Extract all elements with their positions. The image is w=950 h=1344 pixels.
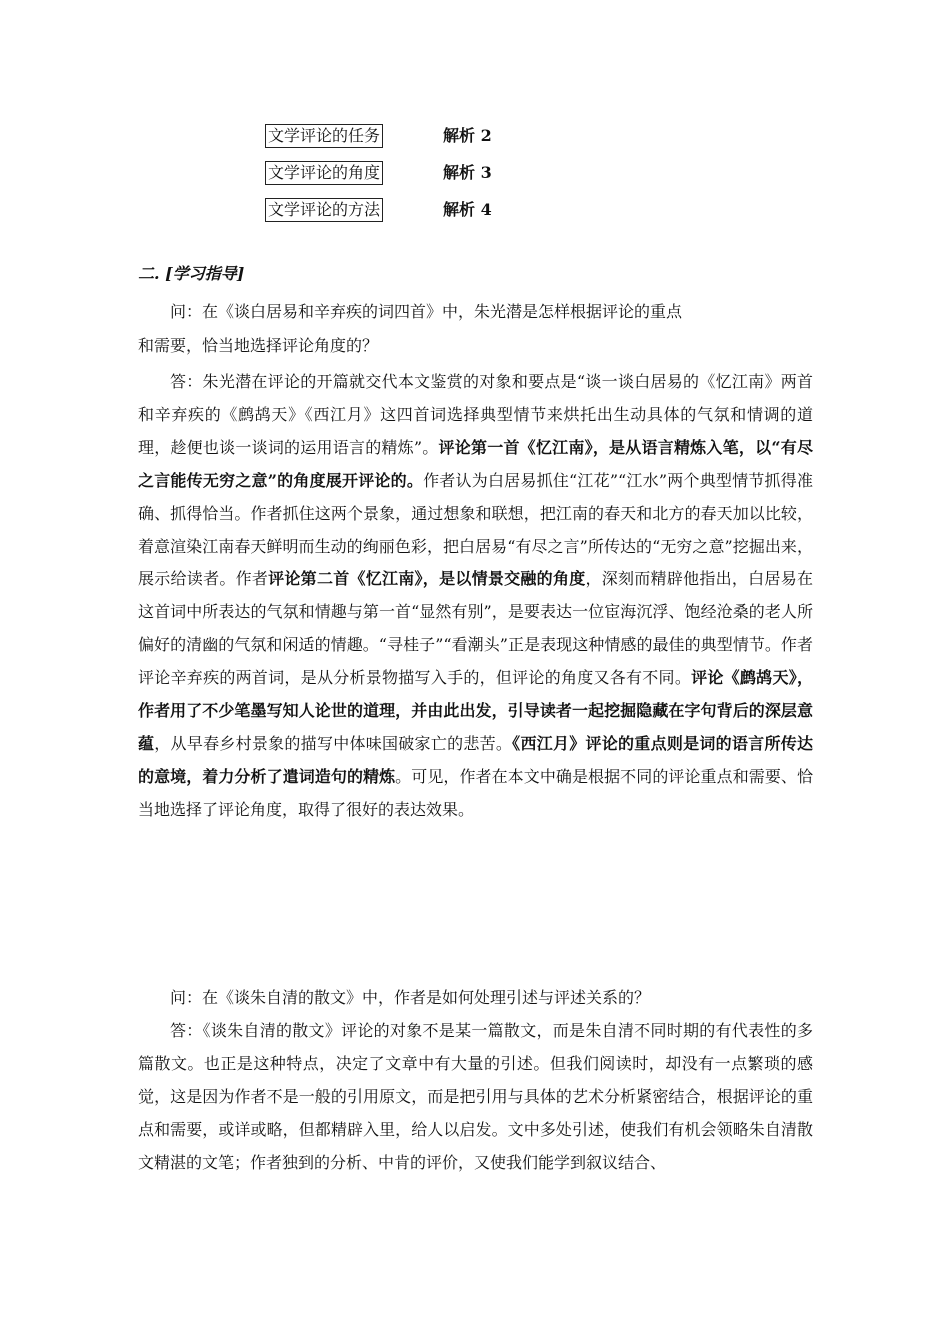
- topic-index: [265, 124, 585, 235]
- answer-1-emphasis: 评论第二首《忆江南》，是以情景交融的角度: [268, 569, 586, 589]
- answer-1-text: ，深刻而精辟他指出，白居易在这首词中所表达的气氛和情趣与第一首“显然有别”，是要表达一位宦海沉浮、饱经沧桑的老人所偏好的清幽的气氛和闲适的情趣。“寻桂子”“看潮头”正是表现这种情感的最佳的典型情节。作者评论辛弃疾的两首词，是从分析景物描写入手的，但评论的角度又各有不同。: [138, 569, 813, 688]
- answer-2-text: 答：《谈朱自清的散文》评论的对象不是某一篇散文，而是朱自清不同时期的有代表性的多篇散文。也正是这种特点，决定了文章中有大量的引述。但我们阅读时，却没有一点繁琐的感觉，这是因为作者不是一般的引用原文，而是把引用与具体的艺术分析紧密结合，根据评论的重点和需要，或详或略，但都精辟入里，给人以启发。文中多处引述，使我们有机会领略朱自清散文精湛的文笔；作者独到的分析、中肯的评价，又使我们能学到叙议结合、: [138, 1021, 813, 1172]
- answer-1-text: 作者认为白居易抓住“江花”“江水”两个典型情节抓得准确、抓得恰当。作者抓住这两个景象，通过想象和联想，把江南的春天和北方的春天加以比较，着意渲染江南春天鲜明而生动的绚丽色彩，把白居易“有尽之言”所传达的“无穷之意”挖掘出来，展示给读者。作者: [138, 470, 813, 589]
- analysis-reference: 解析 2: [443, 126, 492, 145]
- section-title: 二. [学习指导]: [138, 264, 245, 283]
- answer-1-emphasis: 评论第一首《忆江南》，是从语言精炼入笔，以“有尽之言能传无穷之意”的角度展开评论的。: [138, 437, 813, 490]
- answer-1: [138, 366, 813, 827]
- answer-1-text: 答：朱光潜在评论的开篇就交代本文鉴赏的对象和要点是“谈一谈白居易的《忆江南》两首和辛弃疾的《鹧鸪天》《西江月》这四首词选择典型情节来烘托出生动具体的气氛和情调的道理，趁便也谈一谈词的运用语言的精炼”。: [138, 372, 813, 457]
- topic-index-row: [265, 161, 585, 198]
- topic-box: 文学评论的任务: [265, 124, 383, 148]
- answer-1-text: 。可见，作者在本文中确是根据不同的评论重点和需要、恰当地选择了评论角度，取得了很好的表达效果。: [138, 766, 813, 819]
- answer-1-text: ，从早春乡村景象的描写中体味国破家亡的悲苦。: [154, 733, 513, 753]
- question-1: [138, 295, 813, 363]
- answer-1-paragraph: [138, 366, 813, 827]
- question-1-line-1: 问：在《谈白居易和辛弃疾的词四首》中，朱光潜是怎样根据评论的重点: [170, 302, 683, 321]
- topic-index-row: [265, 124, 585, 161]
- answer-2: [138, 1014, 813, 1179]
- analysis-reference: 解析 4: [443, 200, 492, 219]
- question-1-line-2: 和需要，恰当地选择评论角度的？: [138, 336, 379, 355]
- answer-1-emphasis: 《西江月》评论的重点则是词的语言所传达的意境，着力分析了遣词造句的精炼: [138, 733, 813, 786]
- analysis-reference: 解析 3: [443, 163, 492, 182]
- topic-box: 文学评论的方法: [265, 198, 383, 222]
- topic-box: 文学评论的角度: [265, 161, 383, 185]
- question-2: [138, 982, 813, 1014]
- answer-1-emphasis: 评论《鹧鸪天》，作者用了不少笔墨写知人论世的道理，并由此出发，引导读者一起挖掘隐藏在字句背后的深层意蕴: [138, 668, 813, 753]
- topic-index-row: [265, 198, 585, 235]
- question-2-text: 问：在《谈朱自清的散文》中，作者是如何处理引述与评述关系的？: [170, 988, 651, 1007]
